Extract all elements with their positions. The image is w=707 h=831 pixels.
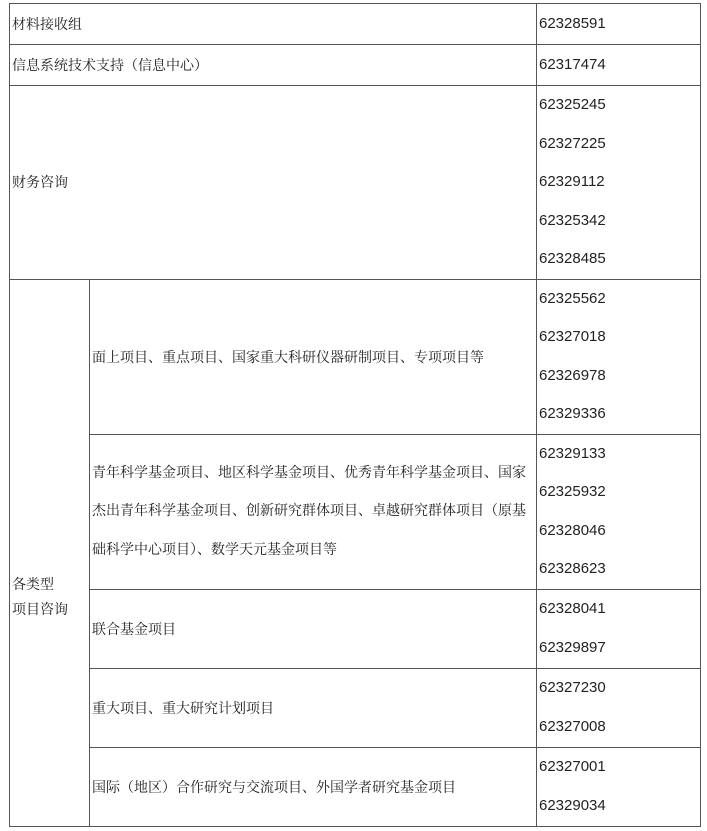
phone-number: 62328046 xyxy=(539,521,606,539)
phone-cell xyxy=(537,668,701,747)
phone-number: 62326978 xyxy=(539,366,606,384)
table-row xyxy=(10,86,701,280)
project-type: 联合基金项目 xyxy=(90,589,537,668)
phone-number: 62327018 xyxy=(539,328,606,345)
phone-number: 62327230 xyxy=(539,679,606,696)
phone-number: 62327001 xyxy=(539,758,606,775)
table-row xyxy=(10,45,701,86)
table-row xyxy=(10,668,701,747)
phone-number: 62329336 xyxy=(539,405,606,422)
contact-table xyxy=(9,3,701,827)
table-row xyxy=(10,434,701,589)
phone-number: 62325932 xyxy=(539,483,606,500)
phone-cell xyxy=(537,279,701,434)
department-name: 财务咨询 xyxy=(10,86,537,280)
phone-number: 62329112 xyxy=(539,173,605,190)
category-label-line: 各类型 xyxy=(12,576,54,593)
phone-cell xyxy=(537,86,701,280)
phone-number: 62328623 xyxy=(539,560,606,577)
phone-cell xyxy=(537,45,701,86)
project-type: 重大项目、重大研究计划项目 xyxy=(90,668,537,747)
phone-number: 62325562 xyxy=(539,289,606,307)
phone-cell xyxy=(537,589,701,668)
phone-number: 62327225 xyxy=(539,134,606,152)
phone-number: 62327008 xyxy=(539,717,606,735)
project-type: 青年科学基金项目、地区科学基金项目、优秀青年科学基金项目、国家杰出青年科学基金项目、创新研究群体项目、卓越研究群体项目（原基础科学中心项目）、数学天元基金项目等 xyxy=(90,434,537,589)
project-type: 国际（地区）合作研究与交流项目、外国学者研究基金项目 xyxy=(90,747,537,826)
category-label-line: 项目咨询 xyxy=(12,601,68,618)
phone-number: 62328041 xyxy=(539,600,606,617)
department-name: 材料接收组 xyxy=(10,4,537,45)
phone-number: 62329133 xyxy=(539,444,606,462)
phone-number: 62317474 xyxy=(539,55,606,73)
table-row xyxy=(10,279,701,434)
phone-number: 62329897 xyxy=(539,638,606,656)
table-row xyxy=(10,747,701,826)
phone-cell xyxy=(537,434,701,589)
phone-cell xyxy=(537,747,701,826)
phone-number: 62329034 xyxy=(539,796,606,814)
phone-number: 62325245 xyxy=(539,96,606,113)
phone-number: 62328591 xyxy=(539,14,606,32)
project-type: 面上项目、重点项目、国家重大科研仪器研制项目、专项项目等 xyxy=(90,279,537,434)
phone-number: 62325342 xyxy=(539,211,606,229)
phone-number: 62328485 xyxy=(539,250,606,267)
department-name: 信息系统技术支持（信息中心） xyxy=(10,45,537,86)
table-row xyxy=(10,4,701,45)
phone-cell xyxy=(537,4,701,45)
table-row xyxy=(10,589,701,668)
category-label xyxy=(10,279,90,826)
